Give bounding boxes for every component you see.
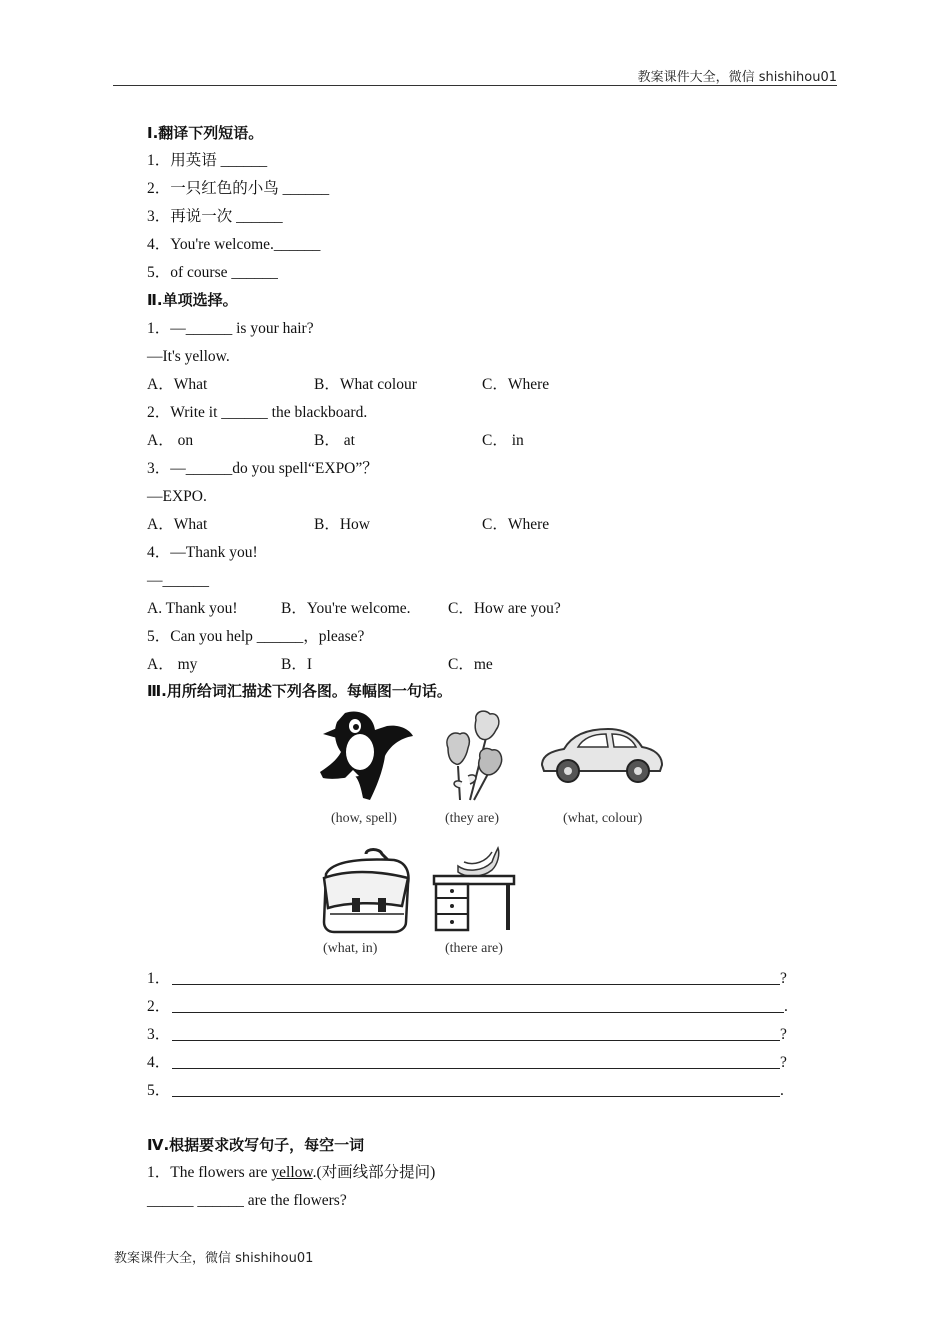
q3-option-b: B．How [314, 516, 370, 533]
q1-text-post: .(对画线部分提问) [312, 1164, 436, 1181]
section1-item: 3．再说一次 ______ [147, 208, 283, 225]
q1-option-a: A．What [147, 376, 208, 393]
answer-line-1[interactable] [147, 969, 787, 989]
section1-item: 2．一只红色的小鸟 ______ [147, 180, 330, 197]
q1-option-b: B．What colour [314, 376, 417, 393]
q2-option-b: B． at [314, 432, 355, 449]
flowers-picture [440, 708, 512, 804]
picture-caption: (what, colour) [563, 811, 643, 826]
answer-line-end: ? [780, 970, 787, 987]
q2-option-a: A． on [147, 432, 194, 449]
q3-reply: —EXPO. [147, 488, 207, 505]
q5-option-c: C．me [448, 656, 493, 673]
picture-caption: (how, spell) [331, 811, 397, 826]
section1-item: 5．of course ______ [147, 264, 278, 281]
picture-caption: (there are) [445, 941, 503, 956]
answer-line-number: 2． [147, 998, 171, 1015]
q3-option-a: A．What [147, 516, 208, 533]
q4-reply: —______ [147, 572, 209, 589]
desk-bananas-picture [430, 842, 518, 934]
picture-caption: (what, in) [323, 941, 378, 956]
q4-stem: 4．—Thank you! [147, 544, 258, 561]
q1-underlined-word: yellow [271, 1164, 313, 1181]
picture-caption: (they are) [445, 811, 500, 826]
answer-line-4[interactable] [147, 1053, 787, 1073]
section2-title: Ⅱ.单项选择。 [147, 291, 238, 309]
answer-line-5[interactable] [147, 1081, 784, 1101]
answer-line-3[interactable] [147, 1025, 787, 1045]
answer-line-end: ? [780, 1026, 787, 1043]
q5-stem: 5．Can you help ______，please? [147, 628, 365, 645]
answer-line-number: 4． [147, 1054, 171, 1071]
answer-line-2[interactable] [147, 997, 788, 1017]
section1-item: 1．用英语 ______ [147, 152, 268, 169]
q2-option-c: C． in [482, 432, 524, 449]
car-picture [538, 725, 666, 787]
q4-option-a: A. Thank you! [147, 600, 238, 617]
q3-stem: 3．—______do you spell“EXPO”？ [147, 460, 378, 477]
q5-option-b: B．I [281, 656, 313, 673]
section3-title: Ⅲ.用所给词汇描述下列各图。每幅图一句话。 [147, 682, 452, 700]
q4-option-c: C．How are you? [448, 600, 561, 617]
section1-title: Ⅰ.翻译下列短语。 [147, 124, 264, 142]
answer-line-number: 5． [147, 1082, 171, 1099]
q1-stem: 1．—______ is your hair? [147, 320, 314, 337]
q5-option-a: A． my [147, 656, 198, 673]
page-footer: 教案课件大全，微信 shishihou01 [114, 1251, 314, 1266]
section4-title: Ⅳ.根据要求改写句子，每空一词 [147, 1136, 365, 1154]
section4-q1-answer: ______ ______ are the flowers? [147, 1192, 347, 1209]
answer-line-end: ? [780, 1054, 787, 1071]
q1-text-pre: 1．The flowers are [147, 1164, 272, 1181]
q2-stem: 2．Write it ______ the blackboard. [147, 404, 368, 421]
q3-option-c: C．Where [482, 516, 550, 533]
page-header: 教案课件大全，微信 shishihou01 [637, 70, 837, 85]
answer-line-number: 1． [147, 970, 171, 987]
bag-picture [316, 848, 412, 936]
answer-line-number: 3． [147, 1026, 171, 1043]
q1-option-c: C．Where [482, 376, 550, 393]
header-rule [113, 85, 837, 86]
penguin-picture [315, 708, 415, 808]
answer-line-end: . [780, 1082, 784, 1099]
answer-line-end: . [784, 998, 788, 1015]
q4-option-b: B．You're welcome. [281, 600, 411, 617]
section1-item: 4．You're welcome.______ [147, 236, 321, 253]
q1-reply: —It's yellow. [147, 348, 230, 365]
section4-q1 [147, 1163, 435, 1183]
